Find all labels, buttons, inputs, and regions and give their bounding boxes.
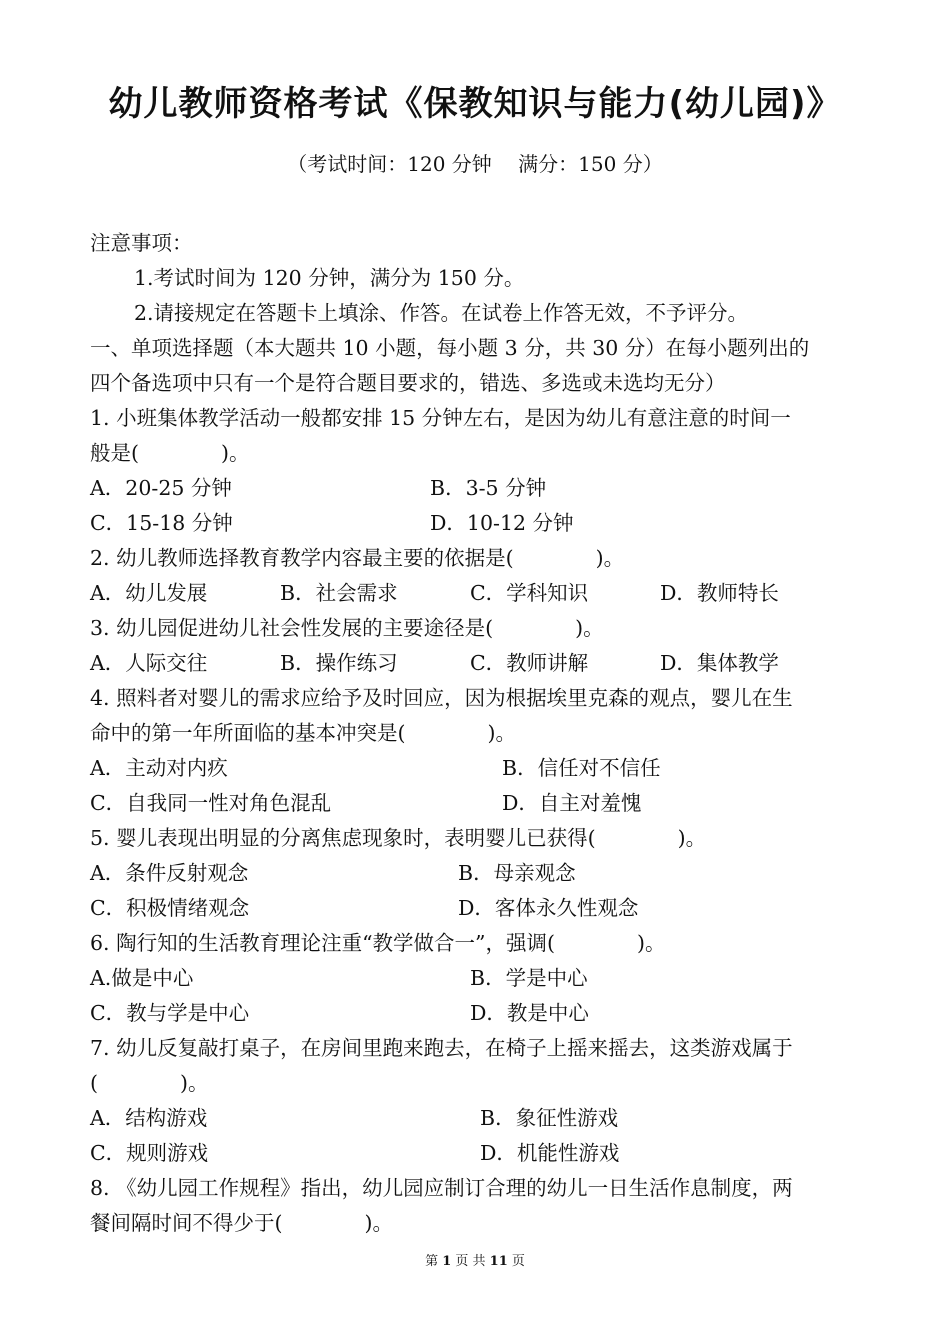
question-2-option-b: B．社会需求 (280, 581, 398, 605)
question-4-text-cont: 命中的第一年所面临的基本冲突是( )。 (90, 721, 516, 745)
question-2-text: 2. 幼儿教师选择教育教学内容最主要的依据是( )。 (90, 546, 625, 570)
question-4-option-a: A．主动对内疚 (90, 756, 228, 780)
question-5-text: 5. 婴儿表现出明显的分离焦虑现象时，表明婴儿已获得( )。 (90, 826, 707, 850)
question-7-option-c: C．规则游戏 (90, 1141, 209, 1165)
page-footer (0, 1250, 950, 1269)
question-6-text: 6. 陶行知的生活教育理论注重“教学做合一”，强调( )。 (90, 931, 666, 955)
question-6-option-d: D．教是中心 (470, 1001, 589, 1025)
question-5-option-d: D．客体永久性观念 (458, 896, 639, 920)
notice-heading: 注意事项： (90, 231, 193, 255)
exam-title: 幼儿教师资格考试《保教知识与能力(幼儿园)》 (108, 84, 842, 124)
question-3-option-a: A．人际交往 (90, 651, 208, 675)
question-3-option-c: C．教师讲解 (470, 651, 589, 675)
question-1-option-a: A．20-25 分钟 (90, 476, 232, 500)
question-5-option-c: C．积极情绪观念 (90, 896, 250, 920)
question-5-option-b: B．母亲观念 (458, 861, 576, 885)
question-1-text-cont: 般是( )。 (90, 441, 250, 465)
question-3-option-b: B．操作练习 (280, 651, 398, 675)
question-5-option-a: A．条件反射观念 (90, 861, 249, 885)
footer-suffix: 页 (507, 1254, 525, 1269)
question-7-option-d: D．机能性游戏 (480, 1141, 620, 1165)
notice-item: 1.考试时间为 120 分钟，满分为 150 分。 (134, 266, 525, 290)
section-heading-cont: 四个备选项中只有一个是符合题目要求的，错选、多选或未选均无分） (90, 371, 726, 395)
question-1-text: 1. 小班集体教学活动一般都安排 15 分钟左右，是因为幼儿有意注意的时间一 (90, 406, 791, 430)
question-6-option-c: C．教与学是中心 (90, 1001, 250, 1025)
question-4-text: 4. 照料者对婴儿的需求应给予及时回应，因为根据埃里克森的观点，婴儿在生 (90, 686, 793, 710)
footer-total-pages: 11 (489, 1254, 508, 1269)
question-6-option-a: A.做是中心 (90, 966, 194, 990)
question-6-option-b: B．学是中心 (470, 966, 588, 990)
section-heading: 一、单项选择题（本大题共 10 小题，每小题 3 分，共 30 分）在每小题列出的 (90, 336, 810, 360)
question-7-text-cont: ( )。 (90, 1071, 209, 1095)
question-2-option-a: A．幼儿发展 (90, 581, 208, 605)
question-2-option-d: D．教师特长 (660, 581, 779, 605)
footer-prefix: 第 (425, 1254, 443, 1269)
question-7-text: 7. 幼儿反复敲打桌子，在房间里跑来跑去，在椅子上摇来摇去，这类游戏属于 (90, 1036, 793, 1060)
question-7-option-b: B．象征性游戏 (480, 1106, 619, 1130)
question-8-text: 8. 《幼儿园工作规程》指出，幼儿园应制订合理的幼儿一日生活作息制度，两 (90, 1176, 793, 1200)
footer-page-number: 1 (442, 1254, 452, 1269)
question-7-option-a: A．结构游戏 (90, 1106, 208, 1130)
footer-mid: 页 共 (451, 1254, 490, 1269)
question-1-option-c: C．15-18 分钟 (90, 511, 233, 535)
notice-item: 2.请接规定在答题卡上填涂、作答。在试卷上作答无效，不予评分。 (134, 301, 749, 325)
question-4-option-c: C．自我同一性对角色混乱 (90, 791, 332, 815)
question-4-option-d: D．自主对羞愧 (502, 791, 642, 815)
question-8-text-cont: 餐间隔时间不得少于( )。 (90, 1211, 393, 1235)
question-3-option-d: D．集体教学 (660, 651, 779, 675)
question-2-option-c: C．学科知识 (470, 581, 589, 605)
exam-subtitle: （考试时间：120 分钟 满分：150 分） (287, 152, 663, 176)
question-4-option-b: B．信任对不信任 (502, 756, 661, 780)
question-3-text: 3. 幼儿园促进幼儿社会性发展的主要途径是( )。 (90, 616, 604, 640)
question-1-option-d: D．10-12 分钟 (430, 511, 574, 535)
question-1-option-b: B．3-5 分钟 (430, 476, 547, 500)
